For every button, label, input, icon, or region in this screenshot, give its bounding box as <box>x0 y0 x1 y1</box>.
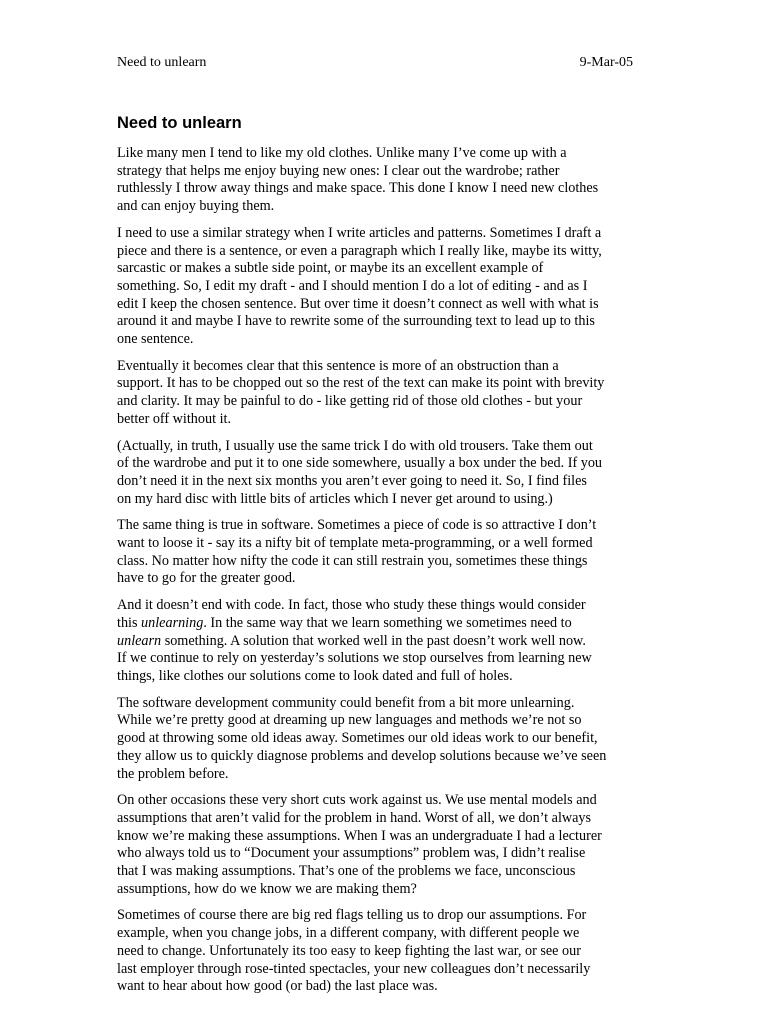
text-line: support. It has to be chopped out so the rest of the text can make its point with brevity <box>117 375 605 392</box>
paragraph-1 <box>117 145 657 216</box>
text-line: know we’re making these assumptions. When I was an undergraduate I had a lecturer <box>117 827 602 844</box>
text-run: something. A solution that worked well in the past doesn’t work well now. <box>161 632 586 649</box>
text-line: of the wardrobe and put it to one side somewhere, usually a box under the bed. If you <box>117 455 603 472</box>
paragraph-3 <box>117 358 657 429</box>
text-line: example, when you change jobs, in a different company, with different people we <box>117 925 580 942</box>
text-line: strategy that helps me enjoy buying new ones: I clear out the wardrobe; rather <box>117 162 560 179</box>
text-line: On other occasions these very short cuts work against us. We use mental models and <box>117 792 597 809</box>
text-line: edit I keep the chosen sentence. But over time it doesn’t connect as well with what is <box>117 295 599 312</box>
text-line: The same thing is true in software. Sometimes a piece of code is so attractive I don’t <box>117 517 597 534</box>
text-line <box>117 615 657 633</box>
text-line: class. No matter how nifty the code it can still restrain you, sometimes these things <box>117 552 588 569</box>
header-title: Need to unlearn <box>117 55 207 70</box>
article-title: Need to unlearn <box>117 114 242 132</box>
text-line: (Actually, in truth, I usually use the same trick I do with old trousers. Take them out <box>117 437 593 454</box>
text-line <box>117 633 657 651</box>
text-line: Like many men I tend to like my old clothes. Unlike many I’ve come up with a <box>117 145 567 161</box>
text-line: they allow us to quickly diagnose problems and develop solutions because we’ve seen <box>117 747 607 764</box>
text-line: one sentence. <box>117 331 194 348</box>
text-line: have to go for the greater good. <box>117 570 296 587</box>
italic-term-unlearning: unlearning <box>141 614 204 631</box>
paragraph-6 <box>117 597 657 686</box>
text-run: . In the same way that we learn something we sometimes need to <box>203 614 572 631</box>
text-line: don’t need it in the next six months you aren’t ever going to need it. So, I find files <box>117 472 587 489</box>
paragraph-8 <box>117 792 657 898</box>
text-line: better off without it. <box>117 410 232 427</box>
text-line: the problem before. <box>117 765 229 782</box>
paragraph-2 <box>117 225 657 349</box>
text-line: While we’re pretty good at dreaming up new languages and methods we’re not so <box>117 712 582 729</box>
text-line: I need to use a similar strategy when I write articles and patterns. Sometimes I draft a <box>117 224 602 241</box>
text-line: and clarity. It may be painful to do - like getting rid of those old clothes - but your <box>117 393 583 410</box>
text-line: that I was making assumptions. That’s one of the problems we face, unconscious <box>117 863 576 880</box>
text-line: want to hear about how good (or bad) the last place was. <box>117 978 438 995</box>
text-line: need to change. Unfortunately its too easy to keep fighting the last war, or see our <box>117 942 581 959</box>
header-date: 9-Mar-05 <box>579 55 633 70</box>
text-line: Eventually it becomes clear that this sentence is more of an obstruction than a <box>117 357 559 374</box>
text-line: things, like clothes our solutions come to look dated and full of holes. <box>117 667 513 684</box>
text-line: sarcastic or makes a subtle side point, or maybe its an excellent example of <box>117 260 544 277</box>
text-line: If we continue to rely on yesterday’s solutions we stop ourselves from learning new <box>117 650 592 667</box>
text-run: this <box>117 614 142 631</box>
paragraph-4 <box>117 438 657 509</box>
italic-term-unlearn: unlearn <box>117 632 162 649</box>
text-line: on my hard disc with little bits of articles which I never get around to using.) <box>117 490 553 507</box>
text-line: ruthlessly I throw away things and make space. This done I know I need new clothes <box>117 180 599 197</box>
text-line: assumptions, how do we know we are making them? <box>117 880 417 897</box>
text-line: The software development community could benefit from a bit more unlearning. <box>117 694 575 711</box>
text-line: And it doesn’t end with code. In fact, those who study these things would consider <box>117 597 586 614</box>
text-line: who always told us to “Document your assumptions” problem was, I didn’t realise <box>117 845 586 862</box>
text-line: good at throwing some old ideas away. Sometimes our old ideas work to our benefit, <box>117 730 598 747</box>
text-line: something. So, I edit my draft - and I should mention I do a lot of editing - and as I <box>117 277 588 294</box>
text-line: piece and there is a sentence, or even a paragraph which I really like, maybe its witty, <box>117 242 602 259</box>
paragraph-5 <box>117 517 657 588</box>
text-line: assumptions that aren’t valid for the problem in hand. Worst of all, we don’t always <box>117 809 592 826</box>
text-line: Sometimes of course there are big red flags telling us to drop our assumptions. For <box>117 907 587 924</box>
paragraph-7 <box>117 695 657 784</box>
text-line: want to loose it - say its a nifty bit of template meta-programming, or a well formed <box>117 535 593 552</box>
paragraph-9 <box>117 907 657 996</box>
article-body <box>117 145 657 1005</box>
text-line: and can enjoy buying them. <box>117 198 275 215</box>
text-line: last employer through rose-tinted spectacles, your new colleagues don’t necessarily <box>117 960 591 977</box>
text-line: around it and maybe I have to rewrite some of the surrounding text to lead up to this <box>117 313 595 330</box>
